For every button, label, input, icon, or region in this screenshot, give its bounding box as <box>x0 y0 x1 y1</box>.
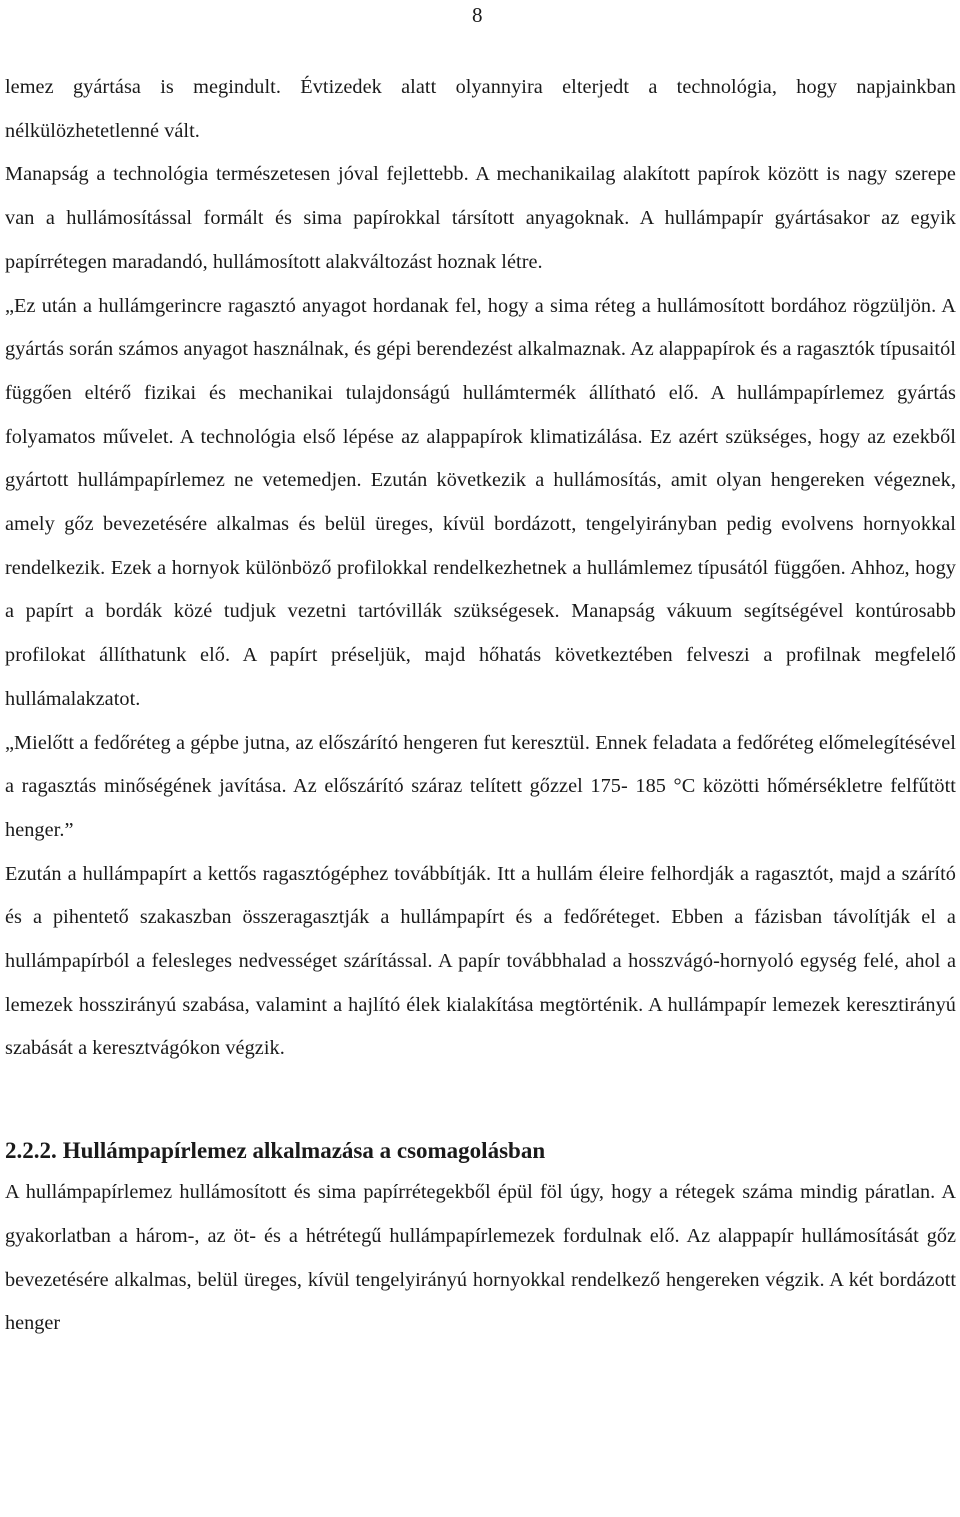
paragraph-intro-continuation: lemez gyártása is megindult. Évtizedek alatt olyannyira elterjedt a technológia, hogy napjainkban nélkülözhetetlenné vált. <box>5 76 956 142</box>
section-paragraph: A hullámpapírlemez hullámosított és sima papírrétegekből épül föl úgy, hogy a rétegek száma mindig páratlan. A gyakorlatban a három-, az öt- és a hétrétegű hullámpapírlemezek fordulnak elő. Az alappapír hullámosítását gőz bevezetésére alkalmas, belül üreges, kívül tengelyirányú hornyokkal rendelkező hengereken végzik. A két bordázott henger <box>5 1181 956 1335</box>
paragraph-quote-production: „Ez után a hullámgerincre ragasztó anyagot hordanak fel, hogy a sima réteg a hullámosított bordához rögzüljön. A gyártás során számos anyagot használnak, és gépi berendezést alkalmaznak. Az alappapírok és a ragasztók típusaitól függően eltérő fizikai és mechanikai tulajdonságú hullámtermék állítható elő. A hullámpapírlemez gyártás folyamatos művelet. A technológia első lépése az alappapírok klimatizálása. Ez azért szükséges, hogy az ezekből gyártott hullámpapírlemez ne vetemedjen. Ezután következik a hullámosítás, amit olyan hengereken végeznek, amely gőz bevezetésére alkalmas és belül üreges, kívül bordázott, tengelyirányban pedig evolvens hornyokkal rendelkezik. Ezek a hornyok különböző profilokkal rendelkezhetnek a hullámlemez típusától függően. Ahhoz, hogy a papírt a bordák közé tudjuk vezetni tartóvillák szükségesek. Manapság vákuum segítségével kontúrosabb profilokat állíthatunk elő. A papírt préseljük, majd hőhatás következtében felveszi a profilnak megfelelő hullámalakzatot. <box>5 294 956 710</box>
document-body <box>5 66 956 1346</box>
section-heading <box>5 1131 956 1171</box>
page-number: 8 <box>472 3 483 27</box>
paragraph-quote-predryer: „Mielőtt a fedőréteg a gépbe jutna, az előszárító hengeren fut keresztül. Ennek feladata a fedőréteg előmelegítésével a ragasztás minőségének javítása. Az előszárító száraz telített gőzzel 175- 185 °C közötti hőmérsékletre felfűtött henger.” <box>5 731 956 841</box>
paragraph-modern-technology: Manapság a technológia természetesen jóval fejlettebb. A mechanikailag alakított papírok között is nagy szerepe van a hullámosítással formált és sima papírokkal társított anyagoknak. A hullámpapír gyártásakor az egyik papírrétegen maradandó, hullámosított alakváltozást hoznak létre. <box>5 163 956 273</box>
paragraph-double-backer: Ezután a hullámpapírt a kettős ragasztógéphez továbbítják. Itt a hullám éleire felhordják a ragasztót, majd a szárító és a pihentető szakaszban összeragasztják a hullámpapírt és a fedőréteget. Ebben a fázisban távolítják el a hullámpapírból a felesleges nedvességet szárítással. A papír továbbhalad a hosszvágó-hornyoló egység felé, ahol a lemezek hosszirányú szabása, valamint a hajlító élek kialakítása megtörténik. A hullámpapír lemezek keresztirányú szabását a keresztvágókon végzik. <box>5 862 956 1060</box>
section-title: Hullámpapírlemez alkalmazása a csomagolásban <box>62 1138 546 1164</box>
section-number: 2.2.2. <box>5 1138 57 1164</box>
